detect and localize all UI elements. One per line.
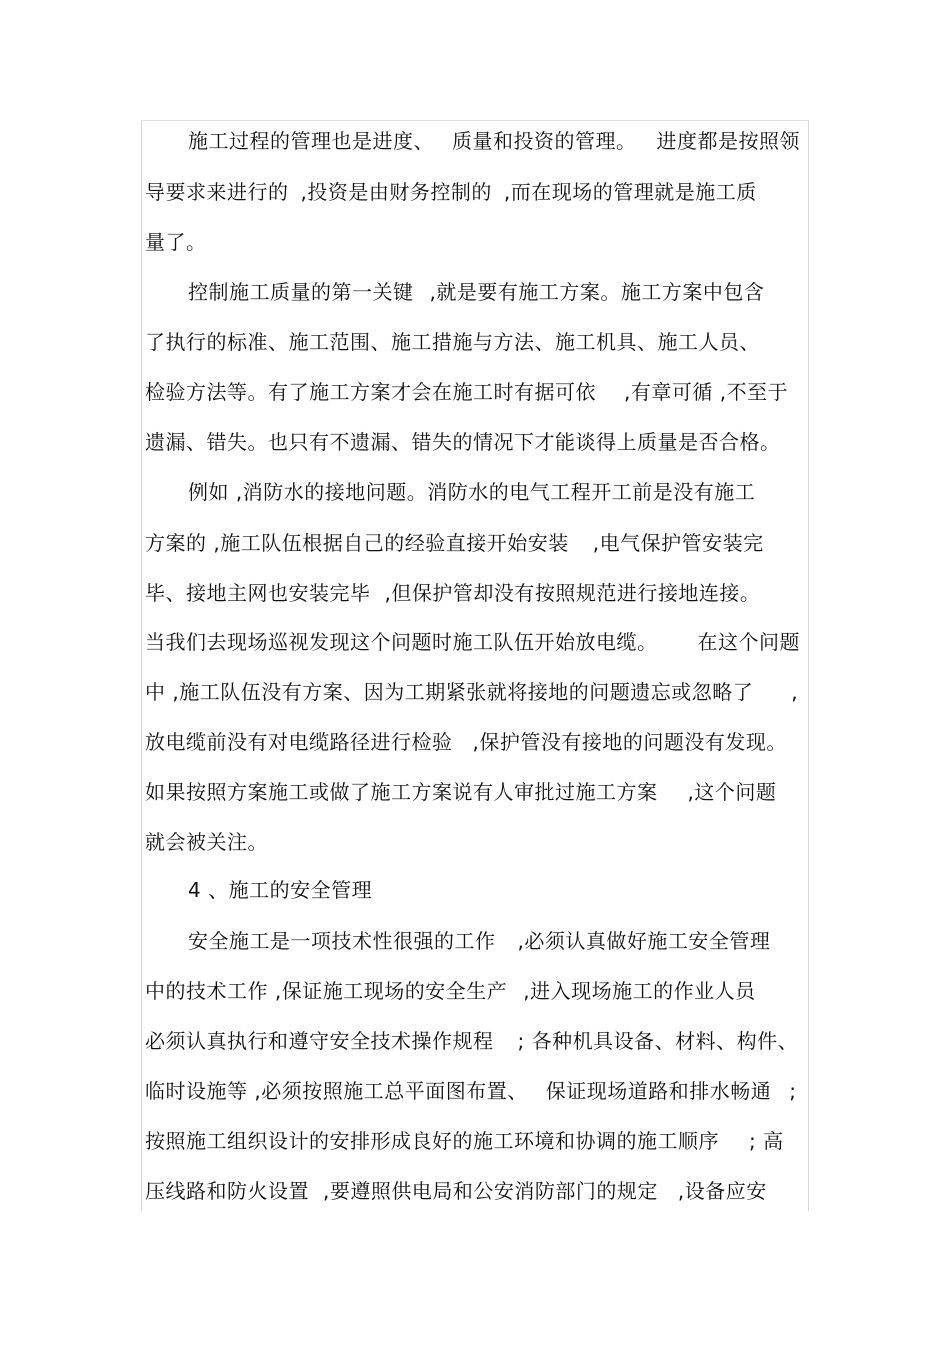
text-segment: 压线路和防火设置 xyxy=(145,1179,309,1203)
text-segment: ,但保护管却没有按照规范进行接地连接。 xyxy=(384,581,761,605)
text-line xyxy=(145,327,760,357)
text-line xyxy=(145,227,207,257)
text-segment: 必须认真执行和遵守安全技术操作规程 xyxy=(145,1029,494,1053)
text-segment: ,保护管没有接地的问题没有发现。 xyxy=(472,730,787,754)
text-line xyxy=(145,528,764,558)
text-segment: 如果按照方案施工或做了施工方案说有人审批过施工方案 xyxy=(145,780,658,804)
text-segment: 毕、接地主网也安装完毕 xyxy=(145,581,371,605)
text-segment: ,有章可循 ,不至于 xyxy=(624,380,789,404)
text-segment: ,投资是由财务控制的 xyxy=(300,180,492,204)
text-segment: 控制施工质量的第一关键 xyxy=(188,280,414,304)
text-segment: 方案的 ,施工队伍根据自己的经验直接开始安装 xyxy=(145,531,569,555)
text-segment: ,就是要有施工方案。施工方案中包含 xyxy=(429,280,765,304)
text-line xyxy=(188,277,764,307)
text-segment: 了执行的标准、施工范围、施工措施与方法、施工机具、施工人员、 xyxy=(145,330,760,354)
text-segment: 当我们去现场巡视发现这个问题时施工队伍开始放电缆。 xyxy=(145,630,658,654)
text-segment: 保证现场道路和排水畅通 xyxy=(545,1079,772,1103)
text-line xyxy=(145,1126,784,1156)
text-segment: 施工过程的管理也是进度、 xyxy=(188,129,434,153)
text-segment: ; xyxy=(789,1079,797,1103)
text-segment: 放电缆前没有对电缆路径进行检验 xyxy=(145,730,453,754)
text-line xyxy=(188,126,800,156)
text-segment: ,要遵照供电局和公安消防部门的规定 xyxy=(323,1179,658,1203)
text-line xyxy=(145,777,776,807)
section-heading xyxy=(188,875,372,905)
text-segment: 中的技术工作 ,保证施工现场的安全生产 xyxy=(145,979,508,1003)
text-line xyxy=(145,578,760,608)
text-line xyxy=(188,477,755,507)
text-segment: 在这个问题 xyxy=(697,630,800,654)
text-segment: 质量和投资的管理。 xyxy=(452,129,637,153)
text-line xyxy=(188,926,770,956)
text-segment: 检验方法等。有了施工方案才会在施工时有据可依 xyxy=(145,380,596,404)
text-line xyxy=(145,427,781,457)
text-segment: 临时设施等 ,必须按照施工总平面图布置、 xyxy=(145,1079,528,1103)
text-line xyxy=(145,1076,796,1106)
text-line xyxy=(145,727,787,757)
text-segment: 就会被关注。 xyxy=(145,830,268,854)
text-line xyxy=(145,827,268,857)
text-segment: 中 ,施工队伍没有方案、因为工期紧张就将接地的问题遗忘或忽略了 xyxy=(145,680,754,704)
text-segment: 按照施工组织设计的安排形成良好的施工环境和协调的施工顺序 xyxy=(145,1129,719,1153)
text-segment: 进度都是按照领 xyxy=(656,129,800,153)
text-line xyxy=(145,377,788,407)
text-line xyxy=(145,1176,767,1206)
text-segment: ,这个问题 xyxy=(687,780,777,804)
text-line xyxy=(145,976,756,1006)
text-segment: 量了。 xyxy=(145,230,207,254)
text-segment: ,而在现场的管理就是施工质 xyxy=(503,180,757,204)
text-segment: ,必须认真做好施工安全管理 xyxy=(517,929,771,953)
text-segment: 4 、施工的安全管理 xyxy=(188,878,373,902)
text-segment: 安全施工是一项技术性很强的工作 xyxy=(188,929,496,953)
text-line xyxy=(145,627,800,657)
text-segment: 导要求来进行的 xyxy=(145,180,289,204)
text-segment: ,设备应安 xyxy=(677,1179,767,1203)
text-line xyxy=(145,177,757,207)
text-segment: , xyxy=(791,680,799,704)
text-segment: ; 各种机具设备、材料、构件、 xyxy=(517,1029,799,1053)
text-line xyxy=(145,1026,798,1056)
text-segment: 遗漏、错失。也只有不遗漏、错失的情况下才能谈得上质量是否合格。 xyxy=(145,430,781,454)
text-line xyxy=(145,677,798,707)
text-segment: 例如 ,消防水的接地问题。消防水的电气工程开工前是没有施工 xyxy=(188,480,756,504)
text-segment: ,电气保护管安装完 xyxy=(592,531,764,555)
text-segment: ; 高 xyxy=(749,1129,784,1153)
text-segment: ,进入现场施工的作业人员 xyxy=(523,979,756,1003)
